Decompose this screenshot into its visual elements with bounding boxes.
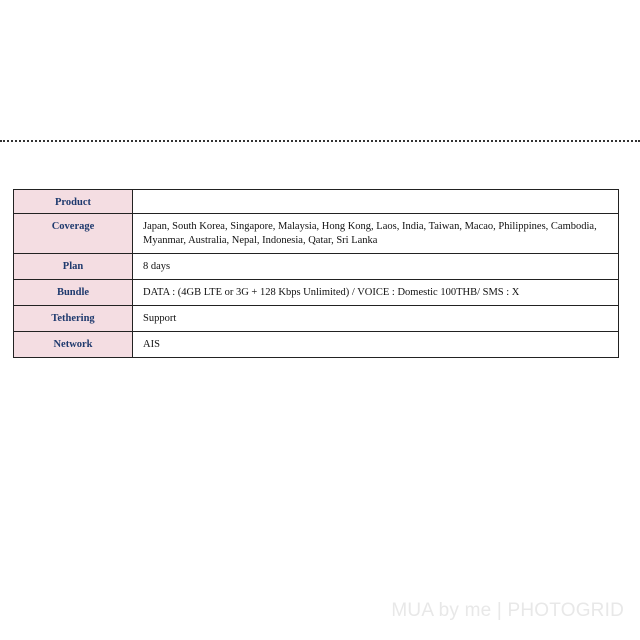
row-value-network: AIS <box>133 332 619 358</box>
table-row-network <box>14 332 619 358</box>
table-row-coverage <box>14 214 619 254</box>
row-value-bundle: DATA : (4GB LTE or 3G + 128 Kbps Unlimited) / VOICE : Domestic 100THB/ SMS : X <box>133 280 619 306</box>
row-label-product: Product <box>14 190 133 214</box>
dotted-divider <box>0 140 640 142</box>
row-value-tethering: Support <box>133 306 619 332</box>
watermark-text: MUA by me | PHOTOGRID <box>391 600 624 621</box>
table-row-plan <box>14 254 619 280</box>
row-value-coverage: Japan, South Korea, Singapore, Malaysia, Hong Kong, Laos, India, Taiwan, Macao, Philippines, Cambodia, Myanmar, Australia, Nepal, Indonesia, Qatar, Sri Lanka <box>133 214 619 254</box>
row-label-network: Network <box>14 332 133 358</box>
row-value-plan: 8 days <box>133 254 619 280</box>
table-row-tethering <box>14 306 619 332</box>
table-row-bundle <box>14 280 619 306</box>
row-value-product <box>133 190 619 214</box>
row-label-plan: Plan <box>14 254 133 280</box>
row-label-tethering: Tethering <box>14 306 133 332</box>
spec-table <box>13 189 619 358</box>
table-row-product <box>14 190 619 214</box>
row-label-coverage: Coverage <box>14 214 133 254</box>
row-label-bundle: Bundle <box>14 280 133 306</box>
